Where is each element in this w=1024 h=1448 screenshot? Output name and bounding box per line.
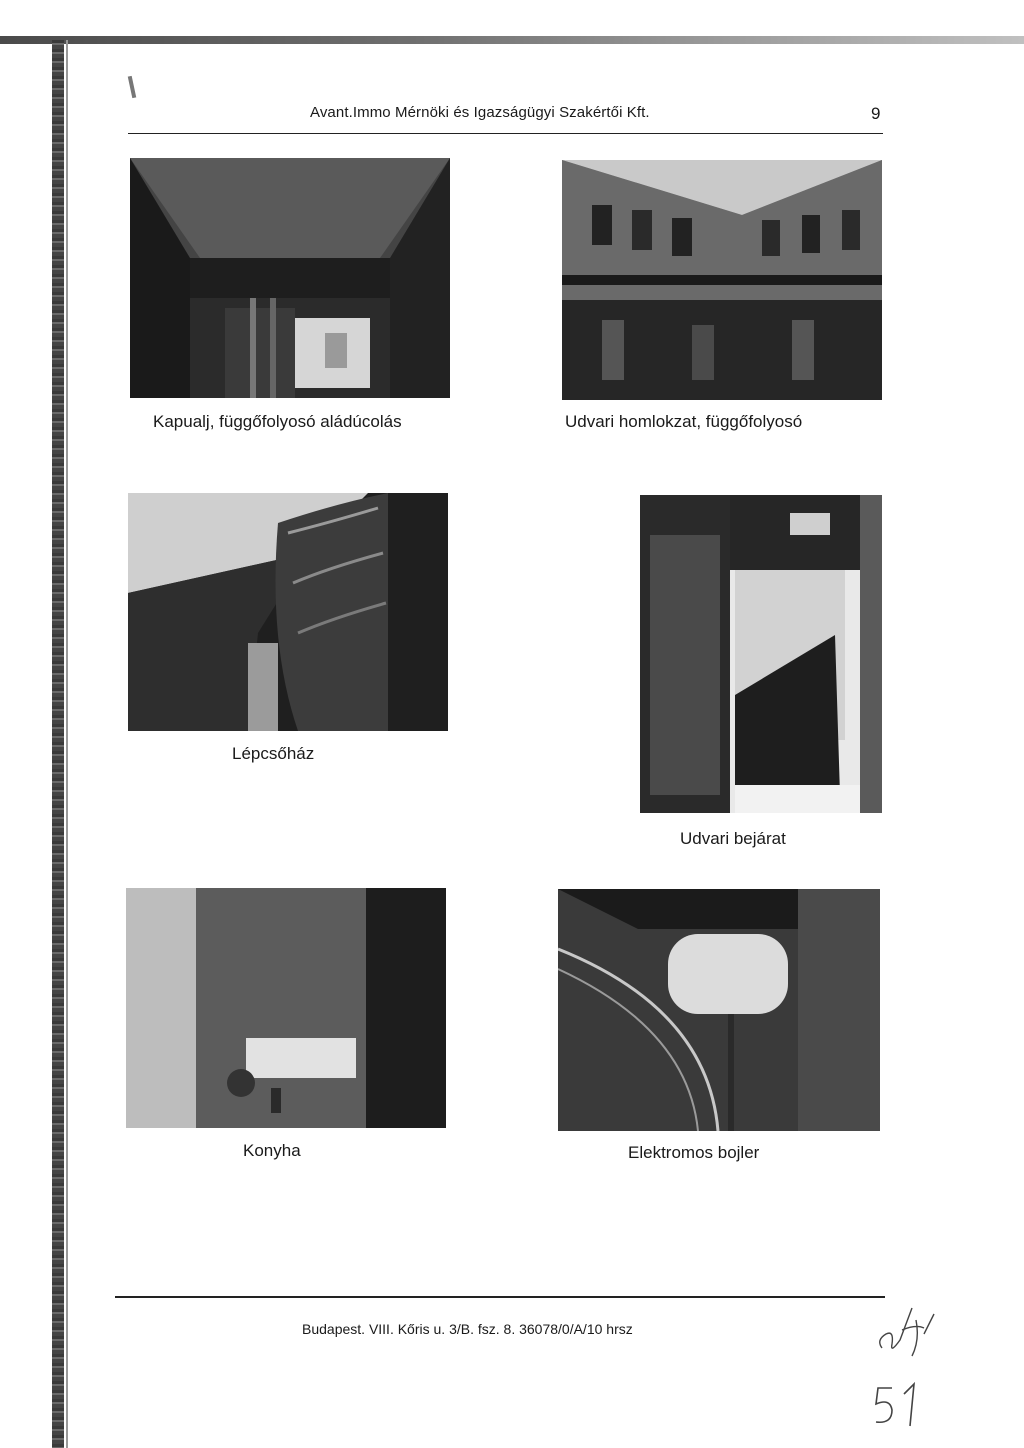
photo-kitchen xyxy=(126,888,446,1128)
scan-speck xyxy=(128,76,136,98)
caption-kitchen: Konyha xyxy=(243,1141,301,1160)
caption-courtyard-entrance: Udvari bejárat xyxy=(680,829,786,848)
photo-electric-boiler xyxy=(558,889,880,1131)
caption-courtyard-facade: Udvari homlokzat, függőfolyosó xyxy=(565,412,803,431)
page-number: 9 xyxy=(871,104,881,123)
footer-rule xyxy=(115,1296,885,1298)
photo-staircase xyxy=(128,493,448,731)
scan-edge-top xyxy=(0,36,1024,44)
header-rule xyxy=(128,133,883,134)
header-company: Avant.Immo Mérnöki és Igazságügyi Szakértői Kft. xyxy=(310,104,650,121)
caption-staircase: Lépcsőház xyxy=(232,744,315,763)
photo-gateway xyxy=(130,158,450,398)
scan-edge-left-line xyxy=(66,40,68,1448)
scan-edge-left xyxy=(52,40,64,1448)
photo-courtyard-facade xyxy=(562,160,882,400)
photo-courtyard-entrance xyxy=(640,495,882,813)
caption-electric-boiler: Elektromos bojler xyxy=(628,1143,760,1162)
footer-address: Budapest. VIII. Kőris u. 3/B. fsz. 8. 36078/0/A/10 hrsz xyxy=(302,1321,633,1337)
caption-gateway: Kapualj, függőfolyosó aládúcolás xyxy=(153,412,402,431)
handwritten-signature xyxy=(872,1300,942,1360)
handwritten-sheet-number xyxy=(870,1378,930,1428)
